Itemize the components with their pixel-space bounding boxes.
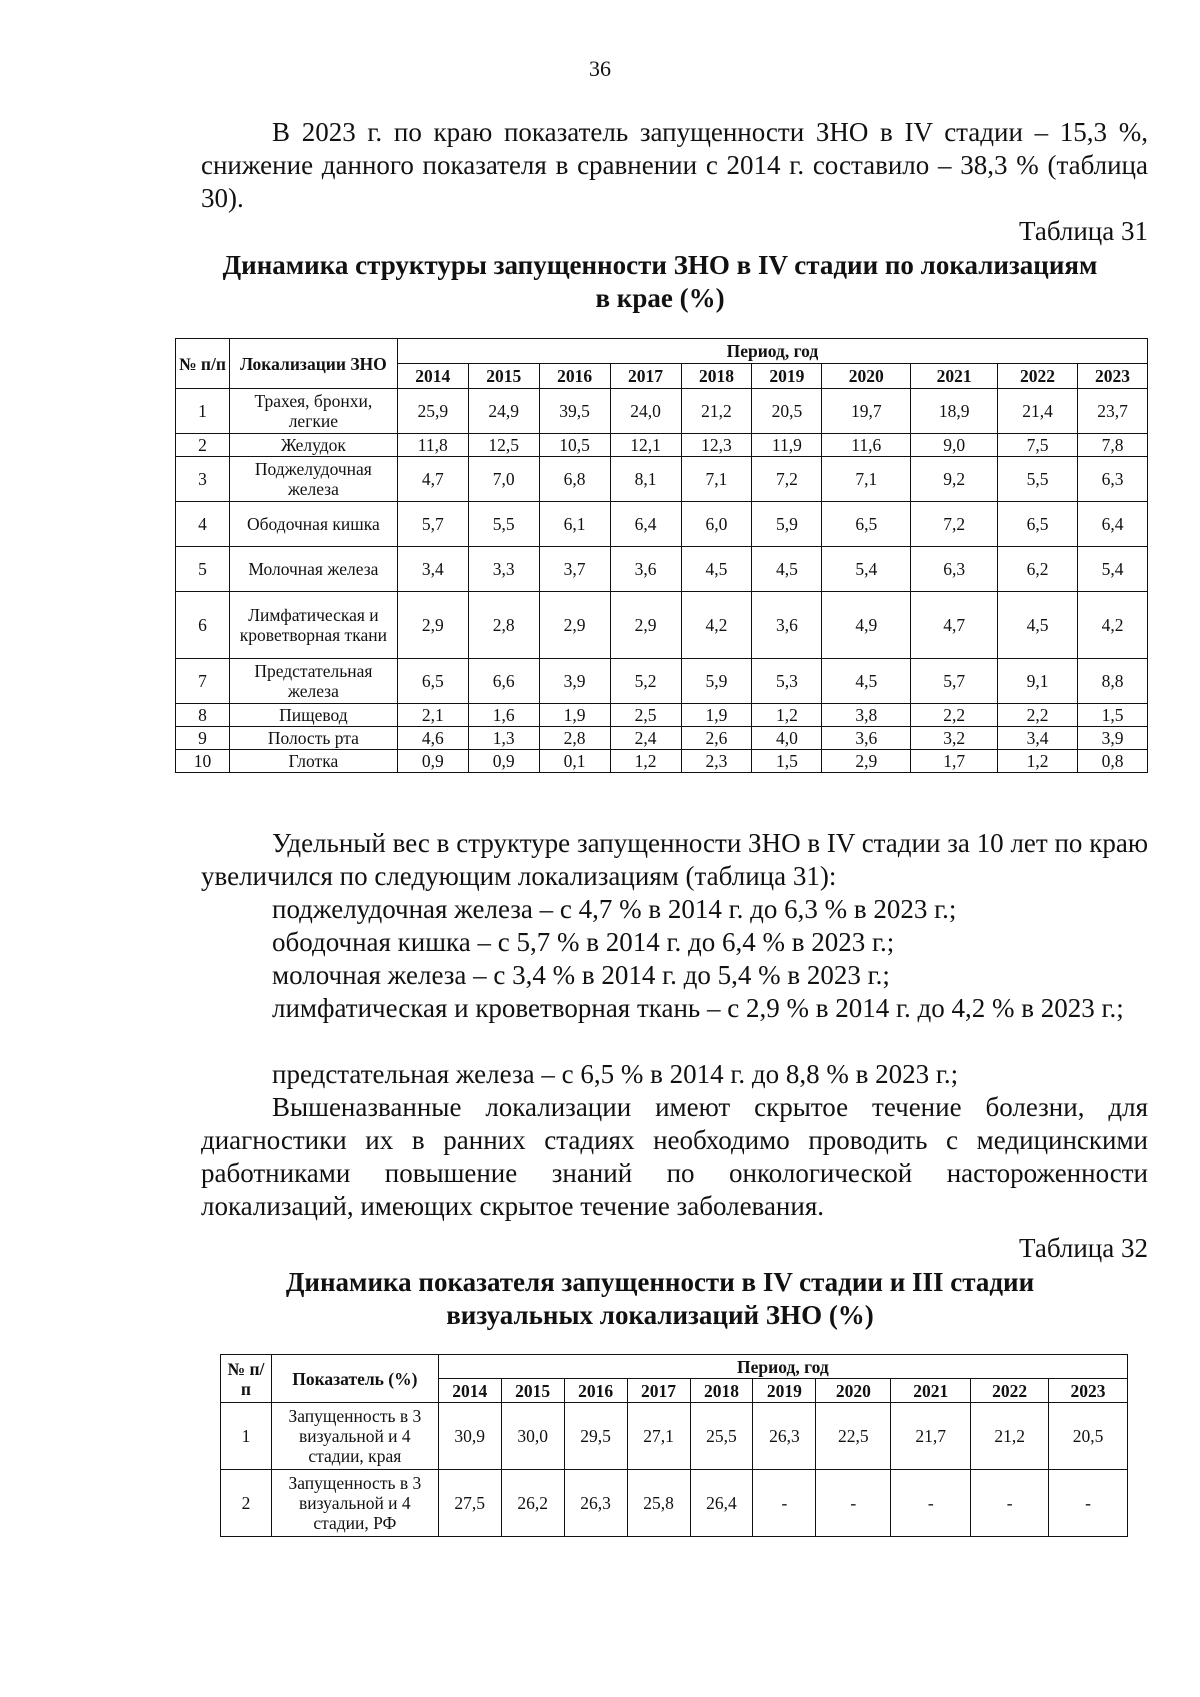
cell-value: 27,1: [627, 1403, 690, 1470]
table-32-title-line1: Динамика показателя запущенности в IV стадии и III стадии: [285, 1267, 1035, 1297]
cell-value: 2,6: [681, 727, 752, 750]
row-label: Лимфатическая и кроветворная ткани: [229, 592, 397, 659]
table-row: [176, 750, 1148, 773]
cell-value: 3,6: [822, 727, 911, 750]
cell-value: 7,8: [1078, 434, 1148, 457]
cell-value: -: [1049, 1470, 1128, 1537]
cell-value: 12,3: [681, 434, 752, 457]
row-label: Трахея, бронхи, легкие: [229, 389, 397, 434]
year-header: 2015: [468, 364, 539, 389]
cell-value: 8,8: [1078, 659, 1148, 704]
row-label: Молочная железа: [229, 547, 397, 592]
cell-value: 6,8: [539, 457, 610, 502]
row-label: Предстательная железа: [229, 659, 397, 704]
cell-value: 2,2: [998, 704, 1078, 727]
t31-head-period: Период, год: [397, 339, 1147, 364]
cell-value: 4,2: [681, 592, 752, 659]
cell-value: 7,2: [911, 502, 998, 547]
cell-value: 3,6: [610, 547, 681, 592]
cell-value: 2,5: [610, 704, 681, 727]
cell-value: 1,5: [1078, 704, 1148, 727]
cell-value: 1,6: [468, 704, 539, 727]
cell-value: 3,4: [397, 547, 468, 592]
cell-value: 6,6: [468, 659, 539, 704]
page-number: 36: [589, 56, 611, 81]
cell-value: 25,8: [627, 1470, 690, 1537]
cell-value: 2,2: [911, 704, 998, 727]
cell-value: 2,4: [610, 727, 681, 750]
list-item-4: лимфатическая и кроветворная ткань – с 2,9 % в 2014 г. до 4,2 % в 2023 г.;: [272, 993, 1124, 1023]
row-number: 8: [176, 704, 230, 727]
cell-value: 26,3: [564, 1470, 627, 1537]
cell-value: 20,5: [1049, 1403, 1128, 1470]
t31-head-num: № п/п: [176, 339, 230, 389]
cell-value: 7,0: [468, 457, 539, 502]
cell-value: 3,4: [998, 727, 1078, 750]
cell-value: 21,4: [998, 389, 1078, 434]
cell-value: 22,5: [816, 1403, 891, 1470]
cell-value: 6,0: [681, 502, 752, 547]
year-header: 2015: [501, 1379, 564, 1403]
cell-value: 23,7: [1078, 389, 1148, 434]
cell-value: 3,6: [752, 592, 822, 659]
row-number: 5: [176, 547, 230, 592]
table-row: [176, 547, 1148, 592]
cell-value: 6,5: [998, 502, 1078, 547]
list-item-2: ободочная кишка – с 5,7 % в 2014 г. до 6,4 % в 2023 г.;: [272, 927, 895, 957]
cell-value: 3,3: [468, 547, 539, 592]
cell-value: 9,0: [911, 434, 998, 457]
cell-value: 7,1: [681, 457, 752, 502]
cell-value: 11,6: [822, 434, 911, 457]
cell-value: 4,5: [752, 547, 822, 592]
row-label: Запущенность в 3 визуальной и 4 стадии, РФ: [271, 1470, 438, 1537]
cell-value: 19,7: [822, 389, 911, 434]
year-header: 2023: [1049, 1379, 1128, 1403]
cell-value: 5,9: [752, 502, 822, 547]
cell-value: -: [816, 1470, 891, 1537]
year-header: 2020: [822, 364, 911, 389]
cell-value: 1,9: [681, 704, 752, 727]
cell-value: 6,3: [911, 547, 998, 592]
list-item-1: поджелудочная железа – с 4,7 % в 2014 г. до 6,3 % в 2023 г.;: [272, 894, 957, 924]
cell-value: 39,5: [539, 389, 610, 434]
cell-value: 5,9: [681, 659, 752, 704]
body-paragraph-1: Удельный вес в структуре запущенности ЗНО в IV стадии за 10 лет по краю увеличился по следующим локализациям (таблица 31):: [201, 828, 1148, 891]
row-number: 6: [176, 592, 230, 659]
table-row: [221, 1403, 1128, 1470]
cell-value: 2,9: [822, 750, 911, 773]
row-label: Полость рта: [229, 727, 397, 750]
table-31: [175, 338, 1148, 773]
year-header: 2017: [610, 364, 681, 389]
cell-value: 21,2: [681, 389, 752, 434]
cell-value: 27,5: [438, 1470, 501, 1537]
cell-value: 2,8: [468, 592, 539, 659]
cell-value: 6,4: [1078, 502, 1148, 547]
cell-value: 30,0: [501, 1403, 564, 1470]
row-label: Желудок: [229, 434, 397, 457]
cell-value: 5,4: [822, 547, 911, 592]
year-header: 2019: [752, 364, 822, 389]
cell-value: 1,2: [752, 704, 822, 727]
cell-value: 3,9: [539, 659, 610, 704]
table-row: [221, 1470, 1128, 1537]
cell-value: 21,2: [971, 1403, 1049, 1470]
cell-value: 4,5: [681, 547, 752, 592]
list-item-3: молочная железа – с 3,4 % в 2014 г. до 5,4 % в 2023 г.;: [272, 960, 890, 990]
row-label: Глотка: [229, 750, 397, 773]
cell-value: 6,5: [397, 659, 468, 704]
cell-value: 5,3: [752, 659, 822, 704]
cell-value: 0,9: [397, 750, 468, 773]
cell-value: 20,5: [752, 389, 822, 434]
cell-value: 3,8: [822, 704, 911, 727]
row-label: Поджелудочная железа: [229, 457, 397, 502]
cell-value: 7,5: [998, 434, 1078, 457]
cell-value: 2,3: [681, 750, 752, 773]
cell-value: 3,2: [911, 727, 998, 750]
cell-value: 6,4: [610, 502, 681, 547]
cell-value: 18,9: [911, 389, 998, 434]
table-32: [220, 1354, 1128, 1537]
cell-value: 5,5: [468, 502, 539, 547]
cell-value: 25,9: [397, 389, 468, 434]
cell-value: 26,4: [690, 1470, 753, 1537]
table-32-title-line2: визуальных локализаций ЗНО (%): [446, 1300, 874, 1330]
year-header: 2022: [971, 1379, 1049, 1403]
year-header: 2014: [438, 1379, 501, 1403]
cell-value: 6,1: [539, 502, 610, 547]
cell-value: 11,8: [397, 434, 468, 457]
cell-value: 5,2: [610, 659, 681, 704]
cell-value: 12,1: [610, 434, 681, 457]
year-header: 2018: [690, 1379, 753, 1403]
cell-value: 1,5: [752, 750, 822, 773]
table-32-label: Таблица 32: [1019, 1233, 1148, 1263]
cell-value: 4,0: [752, 727, 822, 750]
cell-value: 29,5: [564, 1403, 627, 1470]
cell-value: 1,9: [539, 704, 610, 727]
row-number: 1: [221, 1403, 272, 1470]
year-header: 2014: [397, 364, 468, 389]
cell-value: -: [971, 1470, 1049, 1537]
year-header: 2016: [564, 1379, 627, 1403]
cell-value: 4,9: [822, 592, 911, 659]
cell-value: 2,9: [397, 592, 468, 659]
cell-value: 5,7: [911, 659, 998, 704]
cell-value: 4,2: [1078, 592, 1148, 659]
table-row: [176, 727, 1148, 750]
table-31-title: [160, 249, 1160, 315]
cell-value: 4,5: [822, 659, 911, 704]
table-row: [176, 457, 1148, 502]
row-number: 10: [176, 750, 230, 773]
row-number: 3: [176, 457, 230, 502]
cell-value: 0,9: [468, 750, 539, 773]
cell-value: 1,7: [911, 750, 998, 773]
table-row: [176, 389, 1148, 434]
cell-value: 4,7: [911, 592, 998, 659]
t31-head-loc: Локализации ЗНО: [229, 339, 397, 389]
cell-value: 4,6: [397, 727, 468, 750]
year-header: 2022: [998, 364, 1078, 389]
table-row: [176, 704, 1148, 727]
row-label: Ободочная кишка: [229, 502, 397, 547]
cell-value: 2,9: [539, 592, 610, 659]
year-header: 2019: [753, 1379, 816, 1403]
t32-head-num: № п/п: [221, 1355, 272, 1403]
table-row: [176, 659, 1148, 704]
cell-value: 8,1: [610, 457, 681, 502]
table-32-title: [160, 1266, 1160, 1332]
cell-value: 1,2: [998, 750, 1078, 773]
cell-value: 6,3: [1078, 457, 1148, 502]
t32-head-ind: Показатель (%): [271, 1355, 438, 1403]
cell-value: 2,8: [539, 727, 610, 750]
cell-value: 24,0: [610, 389, 681, 434]
cell-value: 11,9: [752, 434, 822, 457]
year-header: 2017: [627, 1379, 690, 1403]
cell-value: 5,5: [998, 457, 1078, 502]
cell-value: 24,9: [468, 389, 539, 434]
row-number: 1: [176, 389, 230, 434]
cell-value: 5,4: [1078, 547, 1148, 592]
table-31-label: Таблица 31: [1019, 216, 1148, 246]
cell-value: 2,1: [397, 704, 468, 727]
list-item-5: предстательная железа – с 6,5 % в 2014 г. до 8,8 % в 2023 г.;: [272, 1059, 959, 1089]
cell-value: 3,9: [1078, 727, 1148, 750]
year-header: 2021: [891, 1379, 971, 1403]
cell-value: 6,2: [998, 547, 1078, 592]
row-number: 9: [176, 727, 230, 750]
cell-value: 0,1: [539, 750, 610, 773]
cell-value: 1,3: [468, 727, 539, 750]
cell-value: 6,5: [822, 502, 911, 547]
row-number: 2: [221, 1470, 272, 1537]
year-header: 2020: [816, 1379, 891, 1403]
cell-value: 5,7: [397, 502, 468, 547]
cell-value: 7,1: [822, 457, 911, 502]
cell-value: 25,5: [690, 1403, 753, 1470]
cell-value: 12,5: [468, 434, 539, 457]
year-header: 2021: [911, 364, 998, 389]
cell-value: 4,5: [998, 592, 1078, 659]
row-number: 4: [176, 502, 230, 547]
table-row: [176, 592, 1148, 659]
cell-value: -: [753, 1470, 816, 1537]
cell-value: 4,7: [397, 457, 468, 502]
table-row: [176, 434, 1148, 457]
cell-value: -: [891, 1470, 971, 1537]
body-paragraph-2: Вышеназванные локализации имеют скрытое течение болезни, для диагностики их в ранних стадиях необходимо проводить с медицинскими работниками повышение знаний по онкологической настороженности локализаций, имеющих скрытое течение заболевания.: [201, 1092, 1148, 1221]
cell-value: 10,5: [539, 434, 610, 457]
row-label: Запущенность в 3 визуальной и 4 стадии, края: [271, 1403, 438, 1470]
cell-value: 7,2: [752, 457, 822, 502]
year-header: 2018: [681, 364, 752, 389]
table-31-title-line2: в крае (%): [595, 283, 725, 313]
cell-value: 30,9: [438, 1403, 501, 1470]
cell-value: 2,9: [610, 592, 681, 659]
cell-value: 1,2: [610, 750, 681, 773]
row-number: 2: [176, 434, 230, 457]
table-row: [176, 502, 1148, 547]
cell-value: 9,1: [998, 659, 1078, 704]
intro-paragraph: В 2023 г. по краю показатель запущенности ЗНО в IV стадии – 15,3 %, снижение данного показателя в сравнении с 2014 г. составило – 38,3 % (таблица 30).: [201, 117, 1148, 213]
cell-value: 0,8: [1078, 750, 1148, 773]
cell-value: 21,7: [891, 1403, 971, 1470]
cell-value: 26,3: [753, 1403, 816, 1470]
year-header: 2016: [539, 364, 610, 389]
cell-value: 3,7: [539, 547, 610, 592]
row-number: 7: [176, 659, 230, 704]
row-label: Пищевод: [229, 704, 397, 727]
year-header: 2023: [1078, 364, 1148, 389]
cell-value: 26,2: [501, 1470, 564, 1537]
cell-value: 9,2: [911, 457, 998, 502]
table-31-title-line1: Динамика структуры запущенности ЗНО в IV стадии по локализациям: [222, 250, 1098, 280]
t32-head-period: Период, год: [438, 1355, 1127, 1379]
